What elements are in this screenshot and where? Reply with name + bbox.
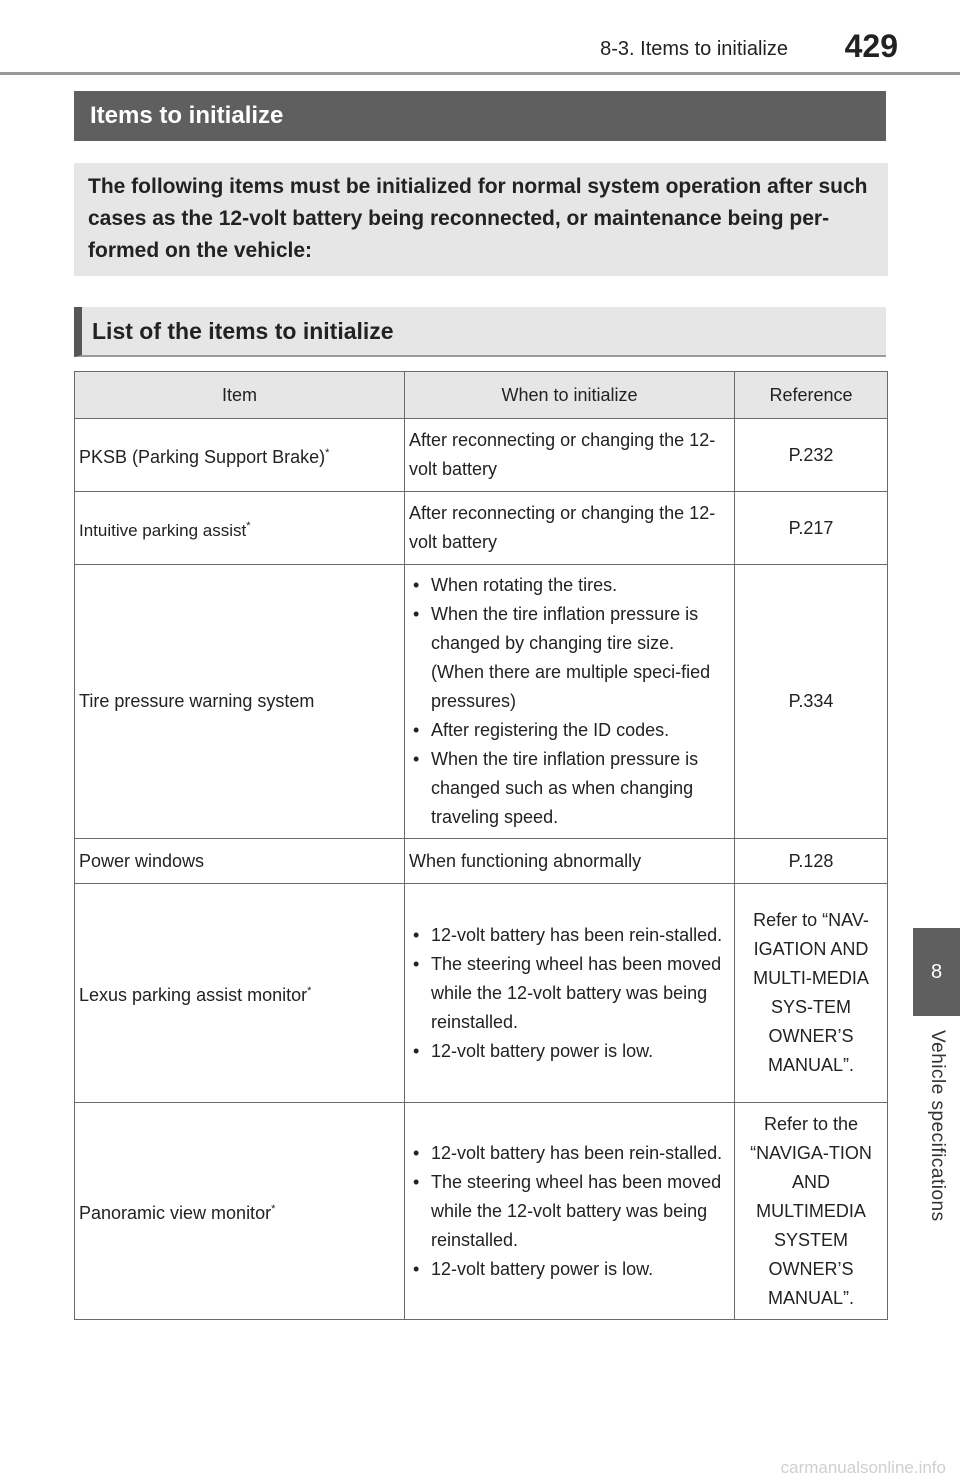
table-row bbox=[75, 884, 888, 1103]
item-cell bbox=[75, 419, 405, 492]
list-item: • When the tire inflation pressure is changed such as when changing traveling speed. bbox=[409, 745, 730, 832]
item-cell bbox=[75, 884, 405, 1103]
list-item: • 12-volt battery power is low. bbox=[409, 1255, 730, 1284]
subsection-title: List of the items to initialize bbox=[92, 317, 394, 344]
list-item: • After registering the ID codes. bbox=[409, 716, 730, 745]
list-item: • 12-volt battery has been rein-stalled. bbox=[409, 921, 730, 950]
when-cell: After reconnecting or changing the 12-volt battery bbox=[405, 419, 735, 492]
item-cell bbox=[75, 839, 405, 884]
list-item: • The steering wheel has been moved while the 12-volt battery was being reinstalled. bbox=[409, 1168, 730, 1255]
chapter-number: 8 bbox=[930, 960, 943, 983]
section-title-bar bbox=[74, 91, 886, 141]
item-name: PKSB (Parking Support Brake) bbox=[79, 446, 326, 467]
table-row bbox=[75, 839, 888, 884]
table-row bbox=[75, 565, 888, 839]
reference-cell: Refer to “NAV-IGATION AND MULTI-MEDIA SYS-TEM OWNER’S MANUAL”. bbox=[735, 884, 888, 1103]
list-item: • 12-volt battery power is low. bbox=[409, 1037, 730, 1066]
header-divider bbox=[0, 72, 960, 75]
column-header-reference: Reference bbox=[735, 372, 888, 419]
reference-cell: P.232 bbox=[735, 419, 888, 492]
item-cell bbox=[75, 1103, 405, 1320]
when-bullet-list bbox=[409, 921, 730, 1066]
item-name: Tire pressure warning system bbox=[79, 691, 315, 711]
table-row bbox=[75, 419, 888, 492]
when-cell bbox=[405, 884, 735, 1103]
when-bullet-list bbox=[409, 1139, 730, 1284]
table-row bbox=[75, 1103, 888, 1320]
page-number: 429 bbox=[844, 28, 898, 64]
item-name: Lexus parking assist monitor bbox=[79, 984, 308, 1005]
when-cell: After reconnecting or changing the 12-volt battery bbox=[405, 492, 735, 565]
footnote-star: * bbox=[271, 1202, 276, 1215]
footnote-star: * bbox=[307, 984, 312, 997]
intro-text: The following items must be initialized for normal system operation after such cases as the 12-volt battery being reconnected, or maintenance being per-formed on the vehicle: bbox=[88, 175, 868, 262]
chapter-label: Vehicle specifications bbox=[927, 1030, 948, 1222]
list-item: • When the tire inflation pressure is changed by changing tire size. (When there are multiple speci-fied pressures) bbox=[409, 600, 730, 716]
footnote-star: * bbox=[246, 519, 251, 532]
when-cell: When functioning abnormally bbox=[405, 839, 735, 884]
list-item: • When rotating the tires. bbox=[409, 571, 730, 600]
column-header-item: Item bbox=[75, 372, 405, 419]
table-row bbox=[75, 492, 888, 565]
chapter-tab[interactable] bbox=[913, 928, 960, 1016]
when-bullet-list bbox=[409, 571, 730, 832]
when-cell bbox=[405, 565, 735, 839]
reference-cell: P.334 bbox=[735, 565, 888, 839]
subsection-heading bbox=[74, 307, 886, 357]
item-cell bbox=[75, 492, 405, 565]
initialize-items-table bbox=[74, 371, 888, 1320]
reference-cell: P.128 bbox=[735, 839, 888, 884]
reference-cell: Refer to the “NAVIGA-TION AND MULTIMEDIA SYSTEM OWNER’S MANUAL”. bbox=[735, 1103, 888, 1320]
item-name: Panoramic view monitor bbox=[79, 1202, 272, 1223]
item-cell bbox=[75, 565, 405, 839]
table-header-row bbox=[75, 372, 888, 419]
section-title: Items to initialize bbox=[90, 102, 284, 129]
footnote-star: * bbox=[325, 446, 330, 459]
column-header-when: When to initialize bbox=[405, 372, 735, 419]
running-header-title: 8-3. Items to initialize bbox=[600, 38, 788, 60]
list-item: • 12-volt battery has been rein-stalled. bbox=[409, 1139, 730, 1168]
item-name: Power windows bbox=[79, 850, 205, 871]
watermark: carmanualsonline.info bbox=[780, 1458, 946, 1477]
when-cell bbox=[405, 1103, 735, 1320]
item-name: Intuitive parking assist bbox=[79, 520, 247, 540]
reference-cell: P.217 bbox=[735, 492, 888, 565]
intro-box bbox=[74, 163, 888, 276]
list-item: • The steering wheel has been moved while the 12-volt battery was being reinstalled. bbox=[409, 950, 730, 1037]
